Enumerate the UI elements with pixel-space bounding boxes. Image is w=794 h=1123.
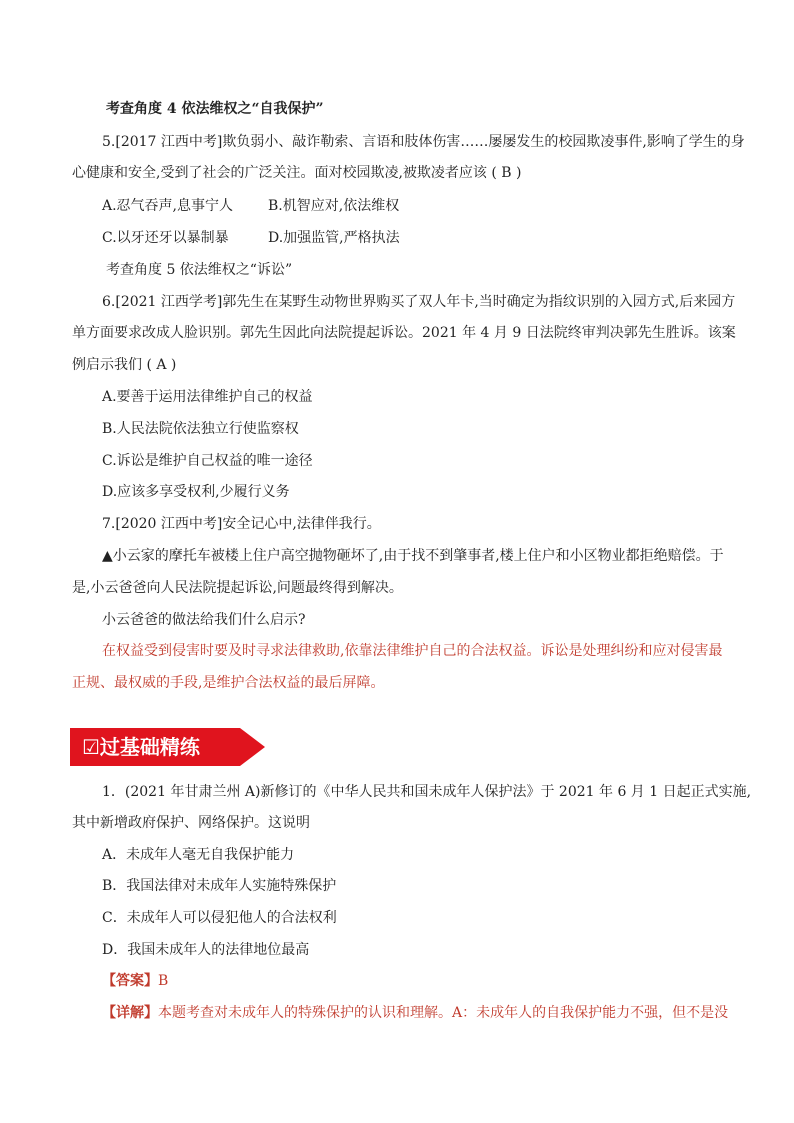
q6-stem-line2: 单方面要求改成人脸识别。郭先生因此向法院提起诉讼。2021 年 4 月 9 日法院终审判决郭先生胜诉。该案	[72, 325, 736, 341]
q5-stem-line1: 5.[2017 江西中考]欺负弱小、敲诈勒索、言语和肢体伤害……屡屡发生的校园欺凌事件,影响了学生的身	[102, 134, 745, 150]
q5-option-c: C.以牙还牙以暴制暴	[102, 230, 229, 246]
answer-line	[102, 971, 168, 991]
practice-q1-option-c: C．未成年人可以侵犯他人的合法权利	[102, 910, 337, 926]
practice-q1-line2: 其中新增政府保护、网络保护。这说明	[72, 815, 310, 831]
detail-text: 本题考查对未成年人的特殊保护的认识和理解。A：未成年人的自我保护能力不强，但不是没	[158, 1005, 729, 1021]
practice-q1-line1: 1．(2021 年甘肃兰州 A)新修订的《中华人民共和国未成年人保护法》于 2021 年 6 月 1 日起正式实施,	[102, 784, 752, 800]
section-banner	[70, 728, 265, 766]
q7-title: 7.[2020 江西中考]安全记心中,法律伴我行。	[102, 516, 381, 532]
detail-label: 【详解】	[102, 1005, 158, 1021]
q7-material-line2: 是,小云爸爸向人民法院提起诉讼,问题最终得到解决。	[72, 580, 403, 596]
practice-q1-option-b: B．我国法律对未成年人实施特殊保护	[102, 878, 337, 894]
answer-label: 【答案】	[102, 973, 158, 989]
practice-q1-option-d: D．我国未成年人的法律地位最高	[102, 942, 310, 958]
detail-line	[102, 1003, 728, 1023]
q6-option-a: A.要善于运用法律维护自己的权益	[102, 389, 313, 405]
section5-heading: 考查角度 5 依法维权之“诉讼”	[106, 262, 293, 278]
q7-answer-line2: 正规、最权威的手段,是维护合法权益的最后屏障。	[72, 675, 385, 691]
q6-option-d: D.应该多享受权利,少履行义务	[102, 484, 290, 500]
q6-stem-line1: 6.[2021 江西学考]郭先生在某野生动物世界购买了双人年卡,当时确定为指纹识别的入园方式,后来园方	[102, 294, 736, 310]
q7-question: 小云爸爸的做法给我们什么启示?	[102, 612, 306, 628]
q5-option-b: B.机智应对,依法维权	[268, 198, 400, 214]
section4-heading: 考查角度 4 依法维权之“自我保护”	[106, 101, 324, 117]
q5-option-a: A.忍气吞声,息事宁人	[102, 198, 234, 214]
answer-value: B	[158, 973, 169, 989]
q6-stem-line3: 例启示我们 ( A )	[72, 357, 177, 373]
banner-title: ☑过基础精练	[82, 735, 200, 759]
q6-option-b: B.人民法院依法独立行使监察权	[102, 421, 299, 437]
q6-option-c: C.诉讼是维护自己权益的唯一途径	[102, 453, 313, 469]
practice-q1-option-a: A．未成年人毫无自我保护能力	[102, 847, 295, 863]
q7-answer-line1: 在权益受到侵害时要及时寻求法律救助,依靠法律维护自己的合法权益。诉讼是处理纠纷和应对侵害最	[102, 643, 723, 659]
q5-stem-line2: 心健康和安全,受到了社会的广泛关注。面对校园欺凌,被欺凌者应该 ( B )	[72, 165, 522, 181]
q7-material-line1: ▲小云家的摩托车被楼上住户高空抛物砸坏了,由于找不到肇事者,楼上住户和小区物业都拒绝赔偿。于	[102, 548, 724, 564]
q5-option-d: D.加强监管,严格执法	[268, 230, 400, 246]
